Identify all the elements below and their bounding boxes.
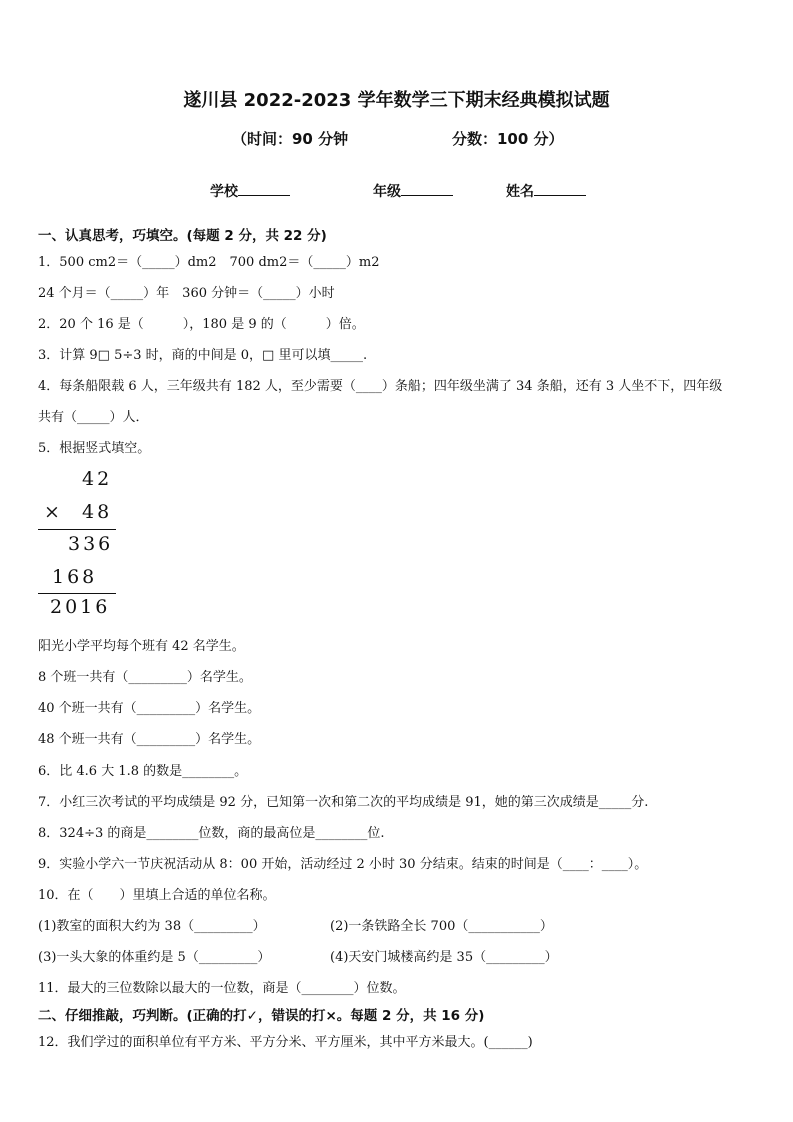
question-4b: 共有（_____）人． <box>38 410 149 425</box>
exam-time: （时间：90 分钟 <box>232 130 349 148</box>
school-label: 学校 <box>210 184 238 200</box>
calc-rule-2 <box>38 593 116 594</box>
question-12: 12．我们学过的面积单位有平方米、平方分米、平方厘米，其中平方米最大。(______) <box>38 1035 533 1050</box>
grade-label: 年级 <box>373 184 401 200</box>
calc-times-sign: × <box>44 501 63 523</box>
question-10-4: (4)天安门城楼高约是 35（_________） <box>330 950 558 965</box>
name-field <box>506 181 586 201</box>
grade-field <box>373 181 453 201</box>
section-2-heading: 二、仔细推敲，巧判断。(正确的打✓，错误的打×。每题 2 分，共 16 分) <box>38 1008 485 1024</box>
question-10: 10．在（ ）里填上合适的单位名称。 <box>38 888 276 903</box>
question-4a: 4．每条船限载 6 人，三年级共有 182 人，至少需要（____）条船；四年级坐满了 34 条船，还有 3 人坐不下，四年级 <box>38 379 723 394</box>
page-title: 遂川县 2022-2023 学年数学三下期末经典模拟试题 <box>183 90 610 111</box>
calc-multiplier: 48 <box>82 501 113 523</box>
question-3: 3．计算 9□ 5÷3 时，商的中间是 0，□ 里可以填_____. <box>38 348 368 363</box>
school-field <box>210 181 290 201</box>
question-5a: 阳光小学平均每个班有 42 名学生。 <box>38 639 245 654</box>
question-2: 2．20 个 16 是（ ），180 是 9 的（ ）倍。 <box>38 317 365 332</box>
name-blank[interactable] <box>534 181 586 196</box>
question-7: 7．小红三次考试的平均成绩是 92 分，已知第一次和第二次的平均成绩是 91，她的第三次成绩是_____分. <box>38 795 649 810</box>
calc-partial-2: 168 <box>52 566 98 588</box>
question-9: 9．实验小学六一节庆祝活动从 8：00 开始，活动经过 2 小时 30 分结束。结束的时间是（____：____）。 <box>38 857 648 872</box>
exam-score: 分数：100 分） <box>452 130 564 148</box>
question-11: 11．最大的三位数除以最大的一位数，商是（________）位数。 <box>38 981 406 996</box>
question-6: 6．比 4.6 大 1.8 的数是________。 <box>38 764 248 779</box>
calc-partial-1: 336 <box>68 533 114 555</box>
question-10-3: (3)一头大象的体重约是 5（_________） <box>38 950 271 965</box>
question-1a: 1．500 cm2＝（_____）dm2 700 dm2＝（_____）m2 <box>38 255 380 270</box>
question-10-2: (2)一条铁路全长 700（___________） <box>330 919 553 934</box>
section-1-heading: 一、认真思考，巧填空。(每题 2 分，共 22 分) <box>38 228 327 244</box>
question-1b: 24 个月＝（_____）年 360 分钟＝（_____）小时 <box>38 286 335 301</box>
question-5: 5．根据竖式填空。 <box>38 441 151 456</box>
question-8: 8．324÷3 的商是________位数，商的最高位是________位. <box>38 826 385 841</box>
name-label: 姓名 <box>506 184 534 200</box>
grade-blank[interactable] <box>401 181 453 196</box>
question-5d: 48 个班一共有（_________）名学生。 <box>38 732 261 747</box>
calc-rule-1 <box>38 529 116 530</box>
school-blank[interactable] <box>238 181 290 196</box>
calc-multiplicand: 42 <box>82 468 113 490</box>
calc-result: 2016 <box>50 596 111 618</box>
question-5b: 8 个班一共有（_________）名学生。 <box>38 670 252 685</box>
question-5c: 40 个班一共有（_________）名学生。 <box>38 701 261 716</box>
question-10-1: (1)教室的面积大约为 38（_________） <box>38 919 266 934</box>
